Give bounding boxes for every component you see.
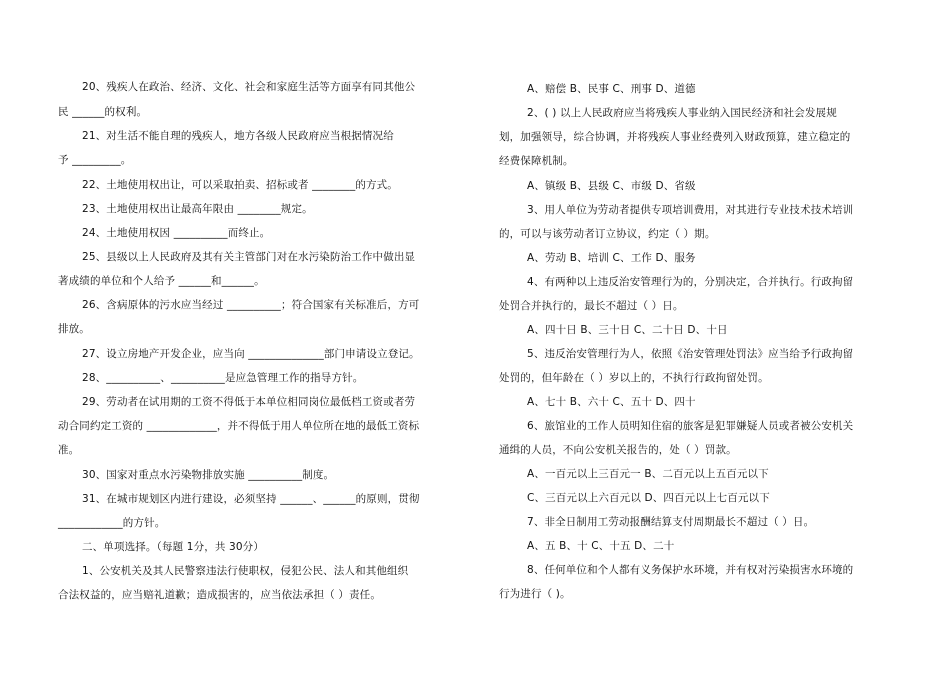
question-29-line-1: 29、劳动者在试用期的工资不得低于本单位相同岗位最低档工资或者劳 xyxy=(82,396,416,408)
choice-2-line-2: 划，加强领导，综合协调，并将残疾人事业经费列入财政预算，建立稳定的 xyxy=(499,131,851,143)
choice-3-line-1: 3、用人单位为劳动者提供专项培训费用，对其进行专业技术技术培训 xyxy=(527,204,854,216)
question-20-line-2: 民 ______的权利。 xyxy=(58,106,148,118)
question-26-line-2: 排放。 xyxy=(58,323,90,335)
question-27: 27、设立房地产开发企业，应当向 ______________部门申请设立登记。 xyxy=(82,348,420,360)
choice-6-options-cd: C、三百元以上六百元以 D、四百元以上七百元以下 xyxy=(527,492,770,504)
question-21-line-1: 21、对生活不能自理的残疾人，地方各级人民政府应当根据情况给 xyxy=(82,130,394,142)
choice-6-options-ab: A、一百元以上三百元一 B、二百元以上五百元以下 xyxy=(527,468,769,480)
choice-4-line-1: 4、有两种以上违反治安管理行为的，分别决定，合并执行。行政拘留 xyxy=(527,276,854,288)
choice-6-line-2: 通缉的人员，不向公安机关报告的，处（ ）罚款。 xyxy=(499,444,737,456)
choice-5-line-1: 5、违反治安管理行为人，依照《治安管理处罚法》应当给予行政拘留 xyxy=(527,348,854,360)
choice-7-options: A、五 B、十 C、十五 D、二十 xyxy=(527,540,675,552)
question-21-line-2: 予 _________。 xyxy=(58,154,132,166)
question-31-line-1: 31、在城市规划区内进行建设，必须坚持 ______、______的原则，贯彻 xyxy=(82,493,420,505)
choice-2-line-3: 经费保障机制。 xyxy=(499,155,574,167)
question-28: 28、__________、__________是应急管理工作的指导方针。 xyxy=(82,372,364,384)
question-29-line-3: 准。 xyxy=(58,444,80,456)
choice-7-line-1: 7、非全日制用工劳动报酬结算支付周期最长不超过（ ）日。 xyxy=(527,516,815,528)
choice-8-line-1: 8、任何单位和个人都有义务保护水环境，并有权对污染损害水环境的 xyxy=(527,564,854,576)
choice-5-line-2: 处罚的，但年龄在（ ）岁以上的，不执行行政拘留处罚。 xyxy=(499,372,769,384)
choice-8-line-2: 行为进行（ )。 xyxy=(499,588,571,600)
question-22: 22、土地使用权出让，可以采取拍卖、招标或者 ________的方式。 xyxy=(82,179,398,191)
question-25-line-1: 25、县级以上人民政府及其有关主管部门对在水污染防治工作中做出显 xyxy=(82,251,416,263)
choice-1-options: A、赔偿 B、民事 C、刑事 D、道德 xyxy=(527,83,696,95)
choice-1-line-2: 合法权益的，应当赔礼道歉；造成损害的，应当依法承担（ ）责任。 xyxy=(58,589,381,601)
choice-3-options: A、劳动 B、培训 C、工作 D、服务 xyxy=(527,252,696,264)
question-31-line-2: ____________的方针。 xyxy=(58,517,166,529)
question-25-line-2: 著成绩的单位和个人给予 ______和______。 xyxy=(58,275,265,287)
choice-2-options: A、镇级 B、县级 C、市级 D、省级 xyxy=(527,180,696,192)
choice-4-line-2: 处罚合并执行的，最长不超过（ ）日。 xyxy=(499,300,684,312)
question-20-line-1: 20、残疾人在政治、经济、文化、社会和家庭生活等方面享有同其他公 xyxy=(82,81,416,93)
choice-6-line-1: 6、旅馆业的工作人员明知住宿的旅客是犯罪嫌疑人员或者被公安机关 xyxy=(527,420,854,432)
question-30: 30、国家对重点水污染物排放实施 __________制度。 xyxy=(82,469,335,481)
question-24: 24、土地使用权因 __________而终止。 xyxy=(82,227,271,239)
choice-4-options: A、四十日 B、三十日 C、二十日 D、十日 xyxy=(527,324,728,336)
question-23: 23、土地使用权出让最高年限由 ________规定。 xyxy=(82,203,313,215)
question-26-line-1: 26、含病原体的污水应当经过 __________；符合国家有关标准后，方可 xyxy=(82,299,420,311)
section-heading-single-choice: 二、单项选择。（每题 1分，共 30分） xyxy=(82,541,264,553)
question-29-line-2: 动合同约定工资的 _____________，并不得低于用人单位所在地的最低工资标 xyxy=(58,420,420,432)
choice-2-line-1: 2、( ) 以上人民政府应当将残疾人事业纳入国民经济和社会发展规 xyxy=(527,107,837,119)
choice-3-line-2: 的，可以与该劳动者订立协议，约定（ ）期。 xyxy=(499,228,716,240)
choice-5-options: A、七十 B、六十 C、五十 D、四十 xyxy=(527,396,696,408)
choice-1-line-1: 1、公安机关及其人民警察违法行使职权，侵犯公民、法人和其他组织 xyxy=(82,565,409,577)
